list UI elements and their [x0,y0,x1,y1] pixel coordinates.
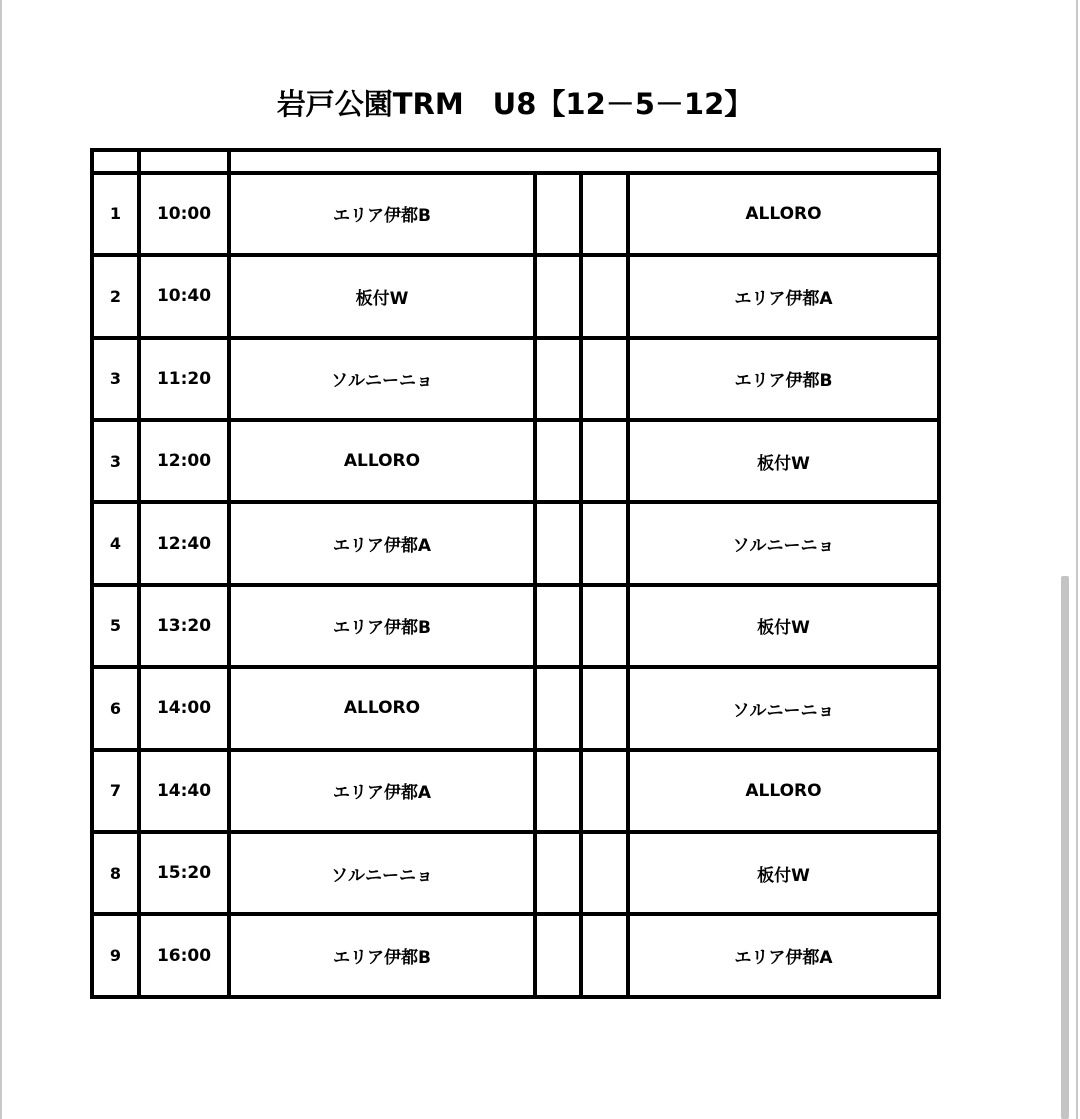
home-score-cell [535,585,581,667]
table-row [92,338,939,420]
away-score-cell [581,420,628,502]
match-number: 2 [92,255,139,337]
home-score-cell [535,667,581,749]
home-score-cell [535,832,581,914]
away-score-cell [581,914,628,997]
match-number: 3 [92,420,139,502]
match-number: 4 [92,502,139,584]
home-score-cell [535,255,581,337]
table-row [92,667,939,749]
away-score-cell [581,667,628,749]
kickoff-time: 14:00 [139,667,229,749]
away-team: ソルニーニョ [628,502,939,584]
home-score-cell [535,338,581,420]
table-row [92,502,939,584]
away-team: エリア伊都B [628,338,939,420]
match-number: 3 [92,338,139,420]
away-score-cell [581,173,628,255]
away-team: エリア伊都A [628,255,939,337]
home-score-cell [535,173,581,255]
home-score-cell [535,502,581,584]
header-cell-number [92,150,139,173]
table-row [92,420,939,502]
match-number: 8 [92,832,139,914]
kickoff-time: 13:20 [139,585,229,667]
away-score-cell [581,832,628,914]
home-score-cell [535,914,581,997]
kickoff-time: 16:00 [139,914,229,997]
table-row [92,750,939,832]
away-score-cell [581,502,628,584]
kickoff-time: 15:20 [139,832,229,914]
away-team: エリア伊都A [628,914,939,997]
vertical-scrollbar-thumb[interactable] [1061,576,1069,1119]
kickoff-time: 12:40 [139,502,229,584]
home-team: エリア伊都B [229,173,535,255]
home-team: 板付W [229,255,535,337]
match-number: 9 [92,914,139,997]
header-cell-time [139,150,229,173]
away-score-cell [581,750,628,832]
page-title: 岩戸公園TRM U8【12－5－12】 [276,87,754,121]
home-team: エリア伊都B [229,914,535,997]
kickoff-time: 11:20 [139,338,229,420]
home-team: エリア伊都B [229,585,535,667]
match-schedule-table [90,148,941,999]
home-team: ALLORO [229,420,535,502]
match-number: 7 [92,750,139,832]
home-score-cell [535,420,581,502]
away-team: ソルニーニョ [628,667,939,749]
kickoff-time: 10:00 [139,173,229,255]
kickoff-time: 14:40 [139,750,229,832]
away-team: ALLORO [628,750,939,832]
page-right-border [1076,0,1078,1119]
home-team: エリア伊都A [229,502,535,584]
home-team: ソルニーニョ [229,338,535,420]
table-header-row [92,150,939,173]
away-team: 板付W [628,585,939,667]
table-row [92,914,939,997]
table-row [92,255,939,337]
match-number: 6 [92,667,139,749]
home-team: エリア伊都A [229,750,535,832]
away-score-cell [581,585,628,667]
home-score-cell [535,750,581,832]
header-cell-match [229,150,939,173]
away-team: ALLORO [628,173,939,255]
kickoff-time: 10:40 [139,255,229,337]
kickoff-time: 12:00 [139,420,229,502]
table-row [92,832,939,914]
away-score-cell [581,255,628,337]
home-team: ALLORO [229,667,535,749]
match-number: 5 [92,585,139,667]
away-team: 板付W [628,832,939,914]
match-number: 1 [92,173,139,255]
page-left-border [0,0,2,1119]
away-score-cell [581,338,628,420]
away-team: 板付W [628,420,939,502]
table-row [92,585,939,667]
table-row [92,173,939,255]
home-team: ソルニーニョ [229,832,535,914]
